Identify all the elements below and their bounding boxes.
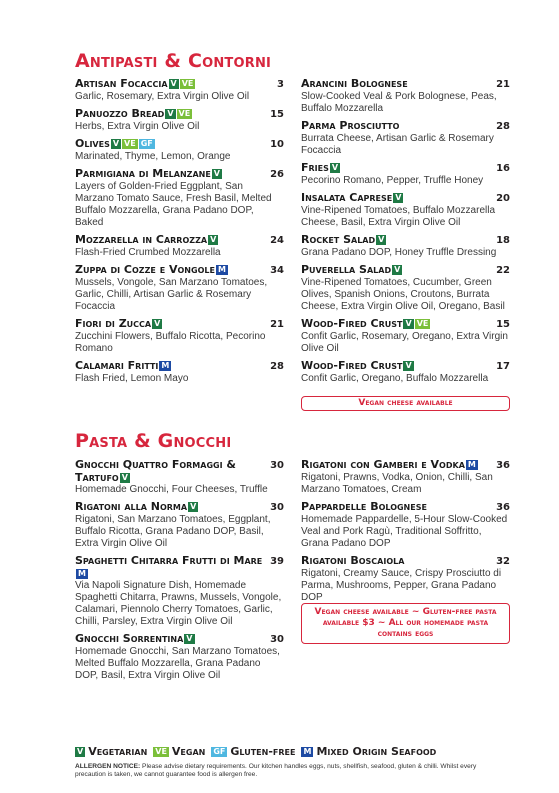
menu-item-price: 26 — [270, 169, 284, 180]
menu-item — [75, 137, 284, 163]
menu-item-name-text: Puverella Salad — [301, 263, 392, 276]
menu-item-price: 3 — [277, 79, 284, 90]
menu-item-name-text: Olives — [75, 137, 110, 150]
menu-item-price: 28 — [496, 121, 510, 132]
menu-item-description: Homemade Gnocchi, Four Cheeses, Truffle — [75, 484, 268, 495]
menu-item-price: 22 — [496, 265, 510, 276]
section-title-antipasti: Antipasti & Contorni — [75, 50, 272, 72]
menu-item — [301, 191, 510, 229]
legend-label: Vegetarian — [88, 745, 148, 758]
menu-item — [301, 233, 510, 259]
menu-item-price: 30 — [270, 502, 284, 513]
menu-item-name — [75, 107, 192, 120]
menu-item — [75, 500, 284, 550]
menu-item-name-text: Gnocchi Quattro Formaggi & Tartufo — [75, 458, 236, 484]
menu-item-description: Burrata Cheese, Artisan Garlic & Rosemary Focaccia — [301, 133, 494, 156]
menu-item-name — [75, 554, 270, 580]
vegetarian-badge-icon: V — [395, 193, 402, 202]
menu-item-name — [301, 77, 408, 90]
menu-item-name-text: Insalata Caprese — [301, 191, 393, 204]
gluten-free-badge-icon: GF — [213, 746, 226, 756]
legend-label: Gluten-free — [230, 745, 296, 758]
menu-item-name-text: Mozzarella in Carrozza — [75, 233, 208, 246]
menu-item-name-text: Rocket Salad — [301, 233, 376, 246]
menu-item — [75, 77, 284, 103]
menu-item — [75, 233, 284, 259]
menu-item-name-text: Calamari Fritti — [75, 359, 159, 372]
menu-item-name — [301, 191, 403, 204]
pasta-note: Vegan cheese available ~ Gluten-free pasta available $3 ~ All our homemade pasta contains eggs — [301, 603, 510, 644]
menu-item-description: Slow-Cooked Veal & Pork Bolognese, Peas, Buffalo Mozzarella — [301, 91, 497, 114]
seafood-badge-icon: M — [303, 746, 312, 756]
vegan-badge-icon: VE — [155, 746, 167, 756]
menu-item — [301, 263, 510, 313]
menu-item-price: 30 — [270, 634, 284, 645]
menu-item-name-text: Rigatoni alla Norma — [75, 500, 188, 513]
menu-item-price: 28 — [270, 361, 284, 372]
menu-item-description: Confit Garlic, Rosemary, Oregano, Extra Virgin Olive Oil — [301, 331, 508, 354]
menu-item-price: 10 — [270, 139, 284, 150]
menu-item-description: Rigatoni, San Marzano Tomatoes, Eggplant, Buffalo Ricotta, Grana Padano DOP, Basil, Extra Virgin Olive Oil — [75, 514, 271, 549]
menu-item-name — [75, 233, 218, 246]
menu-item-name — [75, 263, 228, 276]
menu-item-price: 21 — [270, 319, 284, 330]
vegan-badge-icon: VE — [181, 79, 194, 88]
vegetarian-badge-icon: V — [378, 235, 385, 244]
menu-item — [301, 161, 510, 187]
menu-item-price: 21 — [496, 79, 510, 90]
vegetarian-badge-icon: V — [154, 319, 161, 328]
menu-item-name-text: Parma Prosciutto — [301, 119, 400, 132]
menu-item-name — [75, 317, 162, 330]
vegetarian-badge-icon: V — [170, 79, 177, 88]
menu-item-name-text: Gnocchi Sorrentina — [75, 632, 184, 645]
menu-item-name — [301, 359, 414, 372]
menu-item-name-text: Zuppa di Cozze e Vongole — [75, 263, 215, 276]
vegan-badge-icon: VE — [178, 109, 191, 118]
legend-label: Mixed Origin Seafood — [316, 745, 437, 758]
vegetarian-badge-icon: V — [394, 265, 401, 274]
menu-item-description: Via Napoli Signature Dish, Homemade Spaghetti Chitarra, Prawns, Mussels, Vongole, Calamari, Piennolo Cherry Tomatoes, Garlic, Chilli, Parsley, Extra Virgin Olive Oil — [75, 580, 282, 627]
section-title-pasta: Pasta & Gnocchi — [75, 430, 232, 452]
seafood-badge-icon: M — [217, 265, 226, 274]
dietary-legend — [75, 745, 442, 758]
vegetarian-badge-icon: V — [186, 634, 193, 643]
menu-item-name-text: Rigatoni con Gamberi e Vodka — [301, 458, 465, 471]
menu-item-description: Mussels, Vongole, San Marzano Tomatoes, Garlic, Chilli, Artisan Garlic & Rosemary Focaccia — [75, 277, 268, 312]
legend-label: Vegan — [171, 745, 206, 758]
menu-item-price: 17 — [496, 361, 510, 372]
menu-item-name-text: Wood-Fired Crust — [301, 317, 403, 330]
menu-item-name-text: Spaghetti Chitarra Frutti di Mare — [75, 554, 263, 567]
menu-item-name — [301, 554, 404, 567]
pasta-right-column — [301, 458, 510, 608]
menu-item-description: Zucchini Flowers, Buffalo Ricotta, Pecorino Romano — [75, 331, 266, 354]
vegetarian-badge-icon: V — [213, 169, 220, 178]
seafood-badge-icon: M — [161, 361, 170, 370]
menu-item-description: Vine-Ripened Tomatoes, Buffalo Mozzarella Cheese, Basil, Extra Virgin Olive Oil — [301, 205, 496, 228]
vegan-badge-icon: VE — [416, 319, 429, 328]
antipasti-left-column — [75, 77, 284, 389]
menu-item-price: 32 — [496, 556, 510, 567]
menu-item-price: 36 — [496, 502, 510, 513]
menu-item-name — [301, 458, 478, 471]
menu-item-name — [301, 161, 340, 174]
menu-item — [75, 632, 284, 682]
menu-item-price: 30 — [270, 460, 284, 471]
menu-item — [75, 317, 284, 355]
vegetarian-badge-icon: V — [405, 319, 412, 328]
seafood-badge-icon: M — [78, 569, 86, 578]
menu-item-price: 15 — [496, 319, 510, 330]
menu-item-name-text: Rigatoni Boscaiola — [301, 554, 405, 567]
menu-item-description: Homemade Gnocchi, San Marzano Tomatoes, Melted Buffalo Mozzarella, Grana Padano DOP, Basil, Extra Virgin Olive Oil — [75, 646, 280, 681]
menu-item-name-text: Fiori di Zucca — [75, 317, 152, 330]
menu-item-name-text: Pappardelle Bolognese — [301, 500, 427, 513]
menu-item-name — [75, 500, 198, 513]
menu-item — [75, 359, 284, 385]
menu-item-name-text: Parmigiana di Melanzane — [75, 167, 211, 180]
menu-item-description: Grana Padano DOP, Honey Truffle Dressing — [301, 247, 497, 258]
menu-item-description: Confit Garlic, Oregano, Buffalo Mozzarella — [301, 373, 489, 384]
vegan-badge-icon: VE — [124, 139, 136, 148]
menu-item-name — [75, 632, 195, 645]
menu-item-price: 24 — [270, 235, 284, 246]
menu-item-name — [75, 77, 195, 90]
menu-item-description: Garlic, Rosemary, Extra Virgin Olive Oil — [75, 91, 250, 102]
antipasti-right-column — [301, 77, 510, 389]
gluten-free-badge-icon: GF — [140, 139, 153, 148]
vegetarian-badge-icon: V — [167, 109, 174, 118]
menu-item-price: 20 — [496, 193, 510, 204]
menu-item — [75, 554, 284, 628]
menu-item — [75, 263, 284, 313]
menu-item-name — [75, 458, 270, 484]
allergen-label: ALLERGEN NOTICE: — [75, 763, 141, 770]
menu-item-price: 18 — [496, 235, 510, 246]
menu-item — [75, 458, 284, 496]
pasta-left-column — [75, 458, 284, 686]
menu-item — [301, 77, 510, 115]
vegetarian-badge-icon: V — [331, 163, 339, 172]
menu-item-name-text: Artisan Focaccia — [75, 77, 168, 90]
menu-item-name — [301, 263, 402, 276]
menu-item-name — [301, 317, 430, 330]
vegetarian-badge-icon: V — [121, 473, 128, 482]
vegetarian-badge-icon: V — [405, 361, 412, 370]
menu-item-price: 16 — [496, 163, 510, 174]
menu-item-description: Marinated, Thyme, Lemon, Orange — [75, 151, 231, 162]
menu-item — [301, 317, 510, 355]
menu-item-name — [75, 359, 171, 372]
menu-item-name — [301, 119, 399, 132]
menu-item — [301, 500, 510, 550]
menu-item-name-text: Wood-Fired Crust — [301, 359, 403, 372]
menu-item-name-text: Fries — [301, 161, 329, 174]
menu-item — [75, 167, 284, 229]
vegan-cheese-note: Vegan cheese available — [301, 396, 510, 411]
menu-item — [301, 119, 510, 157]
menu-item-price: 39 — [270, 556, 284, 567]
allergen-text: Please advise dietary requirements. Our kitchen handles eggs, nuts, shellfish, seafood, gluten & chilli. Whilst every precaution is taken, we cannot guarantee food is allergen free. — [75, 763, 477, 778]
menu-item — [301, 554, 510, 604]
menu-item — [301, 458, 510, 496]
vegetarian-badge-icon: V — [77, 746, 84, 756]
menu-item-price: 15 — [270, 109, 284, 120]
menu-item-description: Rigatoni, Creamy Sauce, Crispy Prosciutto di Parma, Mushrooms, Pepper, Grana Padano DOP — [301, 568, 502, 603]
menu-item-description: Flash-Fried Crumbed Mozzarella — [75, 247, 221, 258]
menu-item-description: Homemade Pappardelle, 5-Hour Slow-Cooked Veal and Pork Ragù, Traditional Soffritto, Grana Padano DOP — [301, 514, 508, 549]
menu-item-name — [301, 500, 427, 513]
menu-item-description: Rigatoni, Prawns, Vodka, Onion, Chilli, San Marzano Tomatoes, Cream — [301, 472, 493, 495]
menu-item-name-text: Panuozzo Bread — [75, 107, 165, 120]
vegetarian-badge-icon: V — [190, 502, 197, 511]
menu-item — [301, 359, 510, 385]
allergen-notice — [75, 763, 505, 779]
menu-item-price: 34 — [270, 265, 284, 276]
menu-item-name-text: Arancini Bolognese — [301, 77, 408, 90]
seafood-badge-icon: M — [467, 460, 476, 469]
menu-item-description: Herbs, Extra Virgin Olive Oil — [75, 121, 200, 132]
menu-item — [75, 107, 284, 133]
menu-item-description: Pecorino Romano, Pepper, Truffle Honey — [301, 175, 484, 186]
vegetarian-badge-icon: V — [112, 139, 120, 148]
menu-item-description: Flash Fried, Lemon Mayo — [75, 373, 189, 384]
vegetarian-badge-icon: V — [210, 235, 217, 244]
menu-item-description: Vine-Ripened Tomatoes, Cucumber, Green Olives, Spanish Onions, Croutons, Burrata Cheese, Extra Virgin Olive Oil, Oregano, Basil — [301, 277, 505, 312]
menu-item-description: Layers of Golden-Fried Eggplant, San Marzano Tomato Sauce, Fresh Basil, Melted Buffalo Mozzarella, Grana Padano DOP, Baked — [75, 181, 272, 228]
menu-item-name — [75, 167, 222, 180]
menu-item-name — [75, 137, 155, 150]
menu-item-price: 36 — [496, 460, 510, 471]
menu-item-name — [301, 233, 386, 246]
